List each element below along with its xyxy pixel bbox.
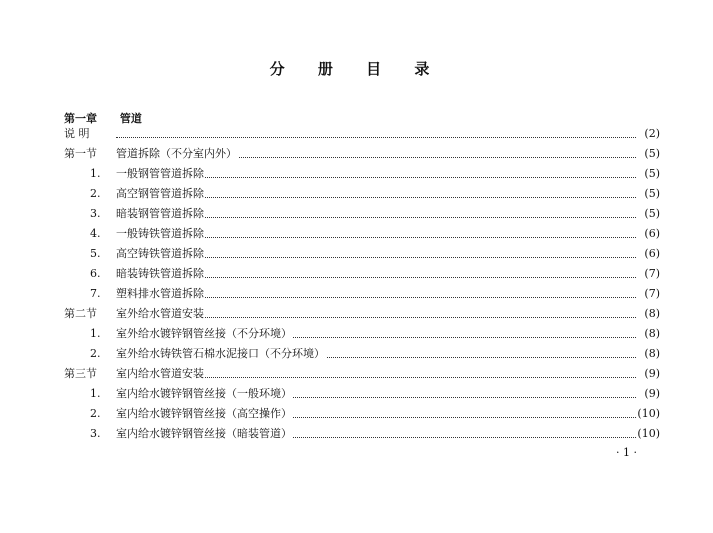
- toc-entry-label: 1.: [90, 167, 101, 180]
- toc-entry-page: (5): [636, 144, 660, 164]
- toc-entry[interactable]: [64, 304, 660, 324]
- toc-entry-page: (9): [636, 384, 660, 404]
- toc-entry-page: (8): [636, 344, 660, 364]
- toc-entry-text: 室内给水镀锌钢管丝接（一般环境）: [116, 384, 293, 404]
- toc-entry-label: 3.: [90, 207, 101, 220]
- toc-entry-page: (5): [636, 184, 660, 204]
- toc-entry-label: 1.: [90, 327, 101, 340]
- toc-entry-text: 室外给水管道安装: [116, 304, 205, 324]
- toc-entry[interactable]: [64, 184, 660, 204]
- toc-entry-page: (5): [636, 204, 660, 224]
- table-of-contents: [64, 124, 660, 444]
- toc-entry-text: 高空钢管管道拆除: [116, 184, 205, 204]
- toc-entry-label: 7.: [90, 287, 101, 300]
- toc-entry-text: 塑料排水管道拆除: [116, 284, 205, 304]
- toc-entry-page: (2): [636, 124, 660, 144]
- toc-entry-text: 室内给水镀锌钢管丝接（高空操作）: [116, 404, 293, 424]
- toc-entry-page: (10): [636, 424, 660, 444]
- toc-entry-label: 6.: [90, 267, 101, 280]
- toc-entry-page: (9): [636, 364, 660, 384]
- toc-entry[interactable]: [64, 164, 660, 184]
- chapter-title: 管道: [119, 112, 142, 125]
- page-title: 分 册 目 录: [269, 60, 444, 78]
- toc-entry-label: 说 明: [64, 127, 90, 140]
- toc-entry[interactable]: [64, 324, 660, 344]
- toc-entry-page: (5): [636, 164, 660, 184]
- toc-entry[interactable]: [64, 384, 660, 404]
- toc-entry-text: 暗装钢管管道拆除: [116, 204, 205, 224]
- toc-entry[interactable]: [64, 204, 660, 224]
- toc-entry[interactable]: [64, 284, 660, 304]
- toc-entry-page: (6): [636, 224, 660, 244]
- page-number: · 1 ·: [616, 446, 637, 459]
- toc-entry-page: (8): [636, 324, 660, 344]
- toc-entry-label: 第一节: [64, 147, 97, 160]
- toc-entry[interactable]: [64, 364, 660, 384]
- toc-entry-label: 第三节: [64, 367, 97, 380]
- chapter-number: 第一章: [64, 112, 97, 125]
- toc-entry[interactable]: [64, 124, 660, 144]
- toc-entry-page: (10): [636, 404, 660, 424]
- toc-entry-label: 5.: [90, 247, 101, 260]
- toc-entry-page: (8): [636, 304, 660, 324]
- toc-entry-text: 室外给水镀锌钢管丝接（不分环境）: [116, 324, 293, 344]
- toc-entry-label: 2.: [90, 407, 101, 420]
- toc-entry[interactable]: [64, 404, 660, 424]
- toc-entry[interactable]: [64, 224, 660, 244]
- toc-entry-label: 1.: [90, 387, 101, 400]
- toc-entry-text: 管道拆除（不分室内外）: [116, 144, 238, 164]
- toc-entry-text: 暗装铸铁管道拆除: [116, 264, 205, 284]
- toc-entry-text: 室内给水镀锌钢管丝接（暗装管道）: [116, 424, 293, 444]
- toc-entry-page: (6): [636, 244, 660, 264]
- toc-entry[interactable]: [64, 144, 660, 164]
- toc-entry-label: 3.: [90, 427, 101, 440]
- toc-entry-text: 室外给水铸铁管石棉水泥接口（不分环境）: [116, 344, 326, 364]
- toc-entry-label: 2.: [90, 187, 101, 200]
- toc-entry[interactable]: [64, 424, 660, 444]
- toc-entry-label: 第二节: [64, 307, 97, 320]
- toc-entry-text: 高空铸铁管道拆除: [116, 244, 205, 264]
- toc-entry-page: (7): [636, 284, 660, 304]
- toc-entry-label: 4.: [90, 227, 101, 240]
- toc-entry-text: 室内给水管道安装: [116, 364, 205, 384]
- dot-leader: [116, 137, 636, 138]
- toc-entry-label: 2.: [90, 347, 101, 360]
- toc-entry[interactable]: [64, 264, 660, 284]
- toc-entry[interactable]: [64, 344, 660, 364]
- toc-entry[interactable]: [64, 244, 660, 264]
- toc-entry-text: 一般钢管管道拆除: [116, 164, 205, 184]
- toc-entry-page: (7): [636, 264, 660, 284]
- toc-entry-text: 一般铸铁管道拆除: [116, 224, 205, 244]
